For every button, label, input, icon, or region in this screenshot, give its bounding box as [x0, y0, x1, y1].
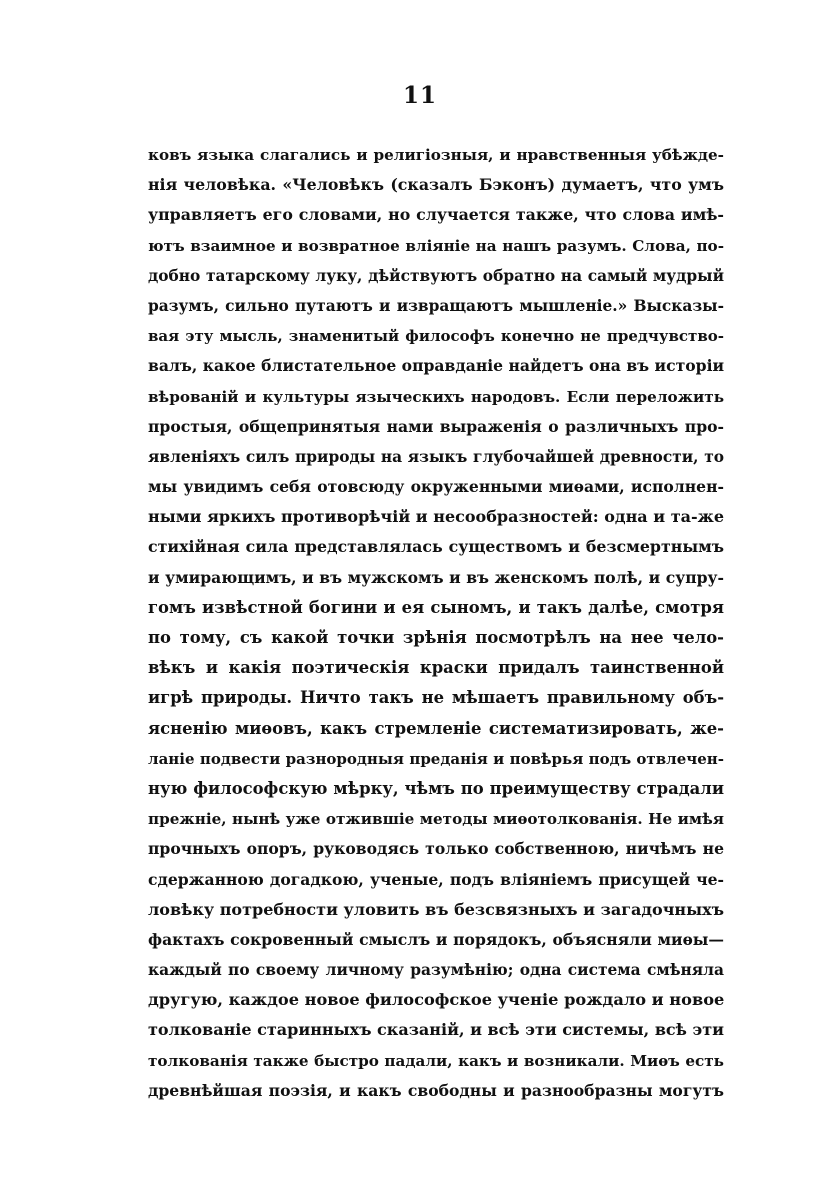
text-line: по тому, съ какой точки зрѣнія посмотрѣлъ на нее чело- [148, 628, 724, 647]
text-line: сдержанною догадкою, ученые, подъ вліяніемъ присущей че- [148, 869, 724, 889]
text-line: ютъ взаимное и возвратное вліяніе на нашъ разумъ. Слова, по- [148, 236, 724, 255]
text-line: стихійная сила представлялась существомъ и безсмертнымъ [148, 537, 724, 557]
text-line: ланіе подвести разнородныя преданія и повѣрья подъ отвлечен- [148, 749, 724, 768]
body-text [148, 140, 724, 1106]
text-line: ковъ языка слагались и религіозныя, и нравственныя убѣжде- [148, 146, 724, 164]
text-line: и умирающимъ, и въ мужскомъ и въ женскомъ полѣ, и супру- [148, 567, 724, 587]
text-line: прочныхъ опоръ, руководясь только собственною, ничѣмъ не [148, 839, 724, 859]
text-line: вѣрованій и культуры языческихъ народовъ. Если переложить [148, 387, 724, 406]
text-line: толкованія также быстро падали, какъ и возникали. Миѳъ есть [148, 1051, 724, 1070]
text-line: каждый по своему личному разумѣнію; одна система смѣняла [148, 961, 724, 980]
text-line: толкованіе старинныхъ сказаній, и всѣ эти системы, всѣ эти [148, 1020, 724, 1040]
text-line: гомъ извѣстной богини и ея сыномъ, и такъ далѣе, смотря [148, 597, 724, 617]
text-line: добно татарскому луку, дѣйствуютъ обратно на самый мудрый [148, 266, 724, 285]
text-line: прежніе, нынѣ уже отжившіе методы миѳотолкованія. Не имѣя [148, 810, 724, 829]
text-line: ную философскую мѣрку, чѣмъ по преимуществу страдали [148, 778, 724, 798]
text-line: валъ, какое блистательное оправданіе найдетъ она въ исторіи [148, 356, 724, 376]
text-line: простыя, общепринятыя нами выраженія о различныхъ про- [148, 416, 724, 436]
text-line: фактахъ сокровенный смыслъ и порядокъ, объясняли миѳы— [148, 929, 724, 949]
text-line: вѣкъ и какія поэтическія краски придалъ таинственной [148, 658, 724, 678]
text-line: ными яркихъ противорѣчій и несообразностей: одна и та-же [148, 507, 724, 527]
text-line: управляетъ его словами, но случается также, что слова имѣ- [148, 205, 724, 225]
text-line: другую, каждое новое философское ученіе рождало и новое [148, 990, 724, 1010]
text-line: игрѣ природы. Ничто такъ не мѣшаетъ правильному объ- [148, 688, 724, 708]
text-line: ловѣку потребности уловить въ безсвязныхъ и загадочныхъ [148, 899, 724, 919]
text-line: нія человѣка. «Человѣкъ (сказалъ Бэконъ) думаетъ, что умъ [148, 175, 724, 195]
text-line: древнѣйшая поэзія, и какъ свободны и разнообразны могутъ [148, 1080, 724, 1100]
text-line: ясненію миѳовъ, какъ стремленіе систематизировать, же- [148, 718, 724, 738]
text-line: вая эту мысль, знаменитый философъ конечно не предчувство- [148, 327, 724, 346]
text-line: мы увидимъ себя отовсюду окруженными миѳами, исполнен- [148, 477, 724, 497]
text-line: разумъ, сильно путаютъ и извращаютъ мышленіе.» Высказы- [148, 296, 724, 315]
text-line: явленіяхъ силъ природы на языкъ глубочайшей древности, то [148, 447, 724, 466]
page-number: 11 [402, 82, 437, 109]
